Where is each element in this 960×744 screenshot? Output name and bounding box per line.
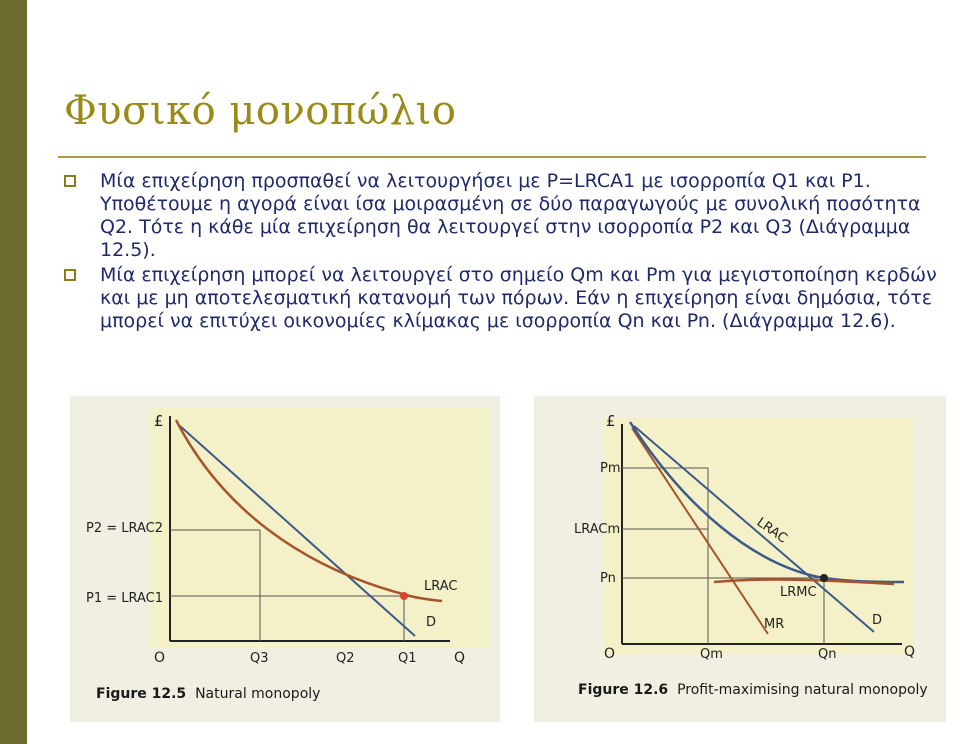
figure-natural-monopoly [70,396,500,722]
lrmc-label: LRMC [780,585,817,600]
origin-label: O [604,646,616,662]
figure-title: Profit-maximising natural monopoly [677,682,928,698]
bullet-item [64,170,944,262]
square-bullet-icon [64,269,76,281]
y-tick-pn: Pn [600,571,616,586]
demand-label: D [426,615,437,630]
figure-title: Natural monopoly [195,686,321,702]
mr-label: MR [764,617,785,632]
x-tick-q2: Q2 [336,651,355,666]
bullet-list [64,170,944,335]
x-tick-q3: Q3 [250,651,269,666]
lrac-label: LRAC [424,579,458,594]
origin-label: O [154,650,166,666]
equilibrium-point [400,592,408,600]
square-bullet-icon [64,175,76,187]
figure-caption [578,682,928,698]
figure-caption [96,686,320,702]
slide-title: Φυσικό μονοπώλιο [64,88,457,134]
y-axis-label: £ [154,412,164,430]
y-axis-label: £ [606,412,616,430]
figure-12-5-graph [70,396,500,722]
equilibrium-point [820,574,828,582]
x-tick-q1: Q1 [398,651,417,666]
figure-number: Figure 12.6 [578,682,669,698]
title-divider [58,156,926,158]
demand-label: D [872,613,883,628]
bullet-text: Μία επιχείρηση προσπαθεί να λειτουργήσει με P=LRCA1 με ισορροπία Q1 και P1. Υποθέτουμε η αγορά είναι ίσα μοιρασμένη σε δύο παραγωγούς με συνολική ποσότητα Q2. Τότε η κάθε μία επιχείρηση θα λειτουργεί στην ισορροπία P2 και Q3 (Διάγραμμα 12.5). [100,170,921,261]
side-accent-bar [0,0,27,744]
y-tick-pm: Pm [600,461,621,476]
x-tick-qm: Qm [700,647,723,662]
y-tick-p2: P2 = LRAC2 [86,521,164,536]
x-tick-qn: Qn [818,647,837,662]
lrac-label: LRAC [753,514,790,547]
bullet-item [64,264,944,333]
figure-number: Figure 12.5 [96,686,187,702]
y-tick-p1: P1 = LRAC1 [86,591,164,606]
bullet-text: Μία επιχείρηση μπορεί να λειτουργεί στο σημείο Qm και Pm για μεγιστοποίηση κερδών και με μη αποτελεσματική κατανομή των πόρων. Εάν η επιχείρηση είναι δημόσια, τότε μπορεί να επιτύχει οικονομίες κλίμακας με ισορροπία Qn και Pn. (Διάγραμμα 12.6). [100,264,937,332]
y-tick-lracm: LRACm [574,522,621,537]
figure-12-6-graph [534,396,946,722]
x-axis-label: Q [904,644,916,660]
figure-profit-maximising-monopoly [534,396,946,722]
x-axis-label: Q [454,650,466,666]
